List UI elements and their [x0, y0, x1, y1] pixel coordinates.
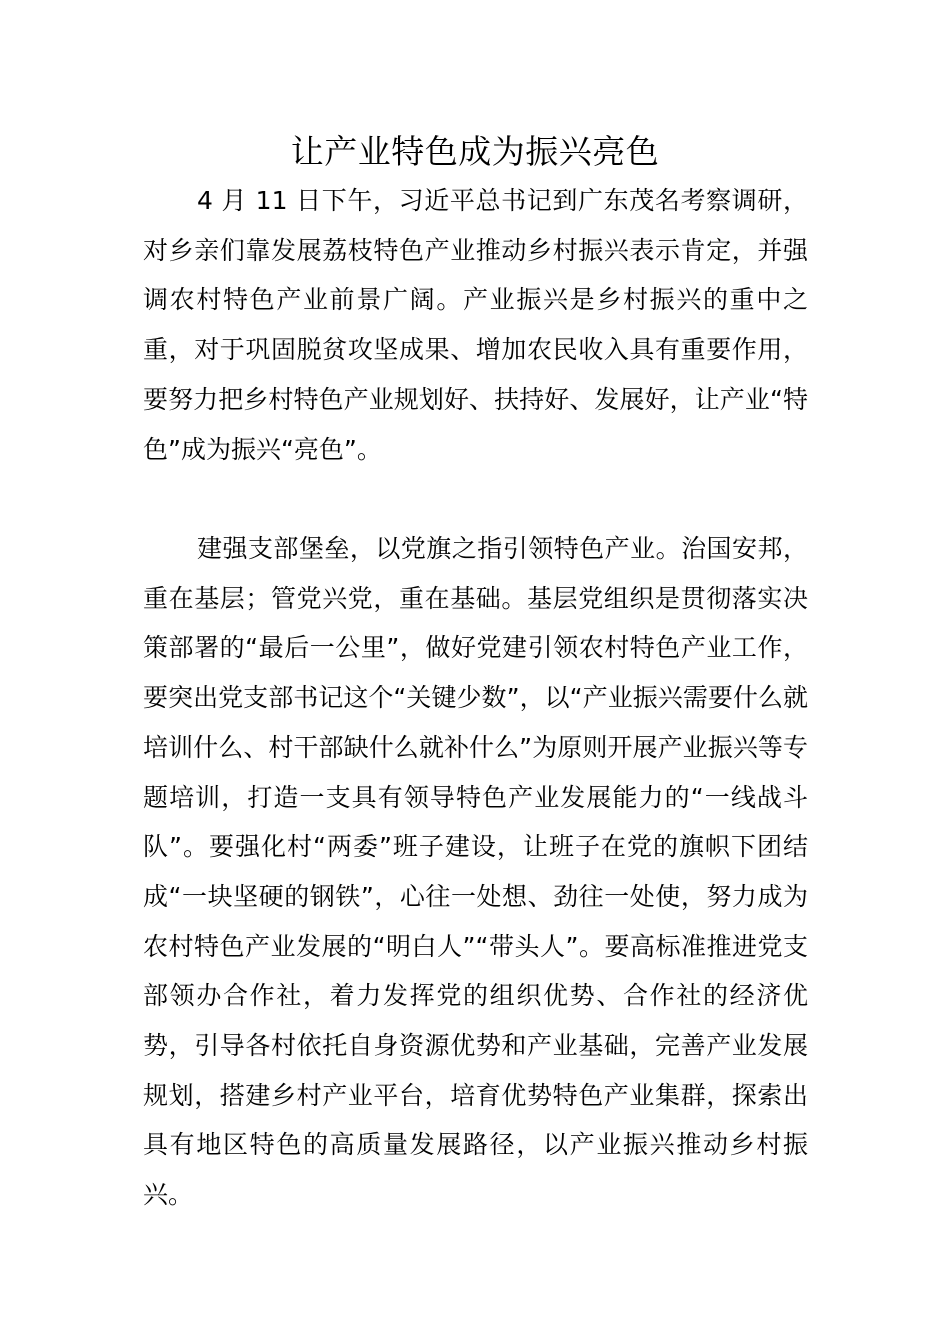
document-title: 让产业特色成为振兴亮色 — [290, 132, 660, 171]
body-paragraph-1: 4 月 11 日下午，习近平总书记到广东茂名考察调研，对乡亲们靠发展荔枝特色产业推动乡村振兴表示肯定，并强调农村特色产业前景广阔。产业振兴是乡村振兴的重中之重，对于巩固脱贫攻坚成果、增加农民收入具有重要作用，要努力把乡村特色产业规划好、扶持好、发展好，让产业“特色”成为振兴“亮色”。 — [143, 186, 808, 464]
body-paragraph-2: 建强支部堡垒，以党旗之指引领特色产业。治国安邦，重在基层；管党兴党，重在基础。基层党组织是贯彻落实决策部署的“最后一公里”，做好党建引领农村特色产业工作，要突出党支部书记这个“关键少数”，以“产业振兴需要什么就培训什么、村干部缺什么就补什么”为原则开展产业振兴等专题培训，打造一支具有领导特色产业发展能力的“一线战斗队”。要强化村“两委”班子建设，让班子在党的旗帜下团结成“一块坚硬的钢铁”，心往一处想、劲往一处使，努力成为农村特色产业发展的“明白人”“带头人”。要高标准推进党支部领办合作社，着力发挥党的组织优势、合作社的经济优势，引导各村依托自身资源优势和产业基础，完善产业发展规划，搭建乡村产业平台，培育优势特色产业集群，探索出具有地区特色的高质量发展路径，以产业振兴推动乡村振兴。 — [143, 534, 808, 1210]
